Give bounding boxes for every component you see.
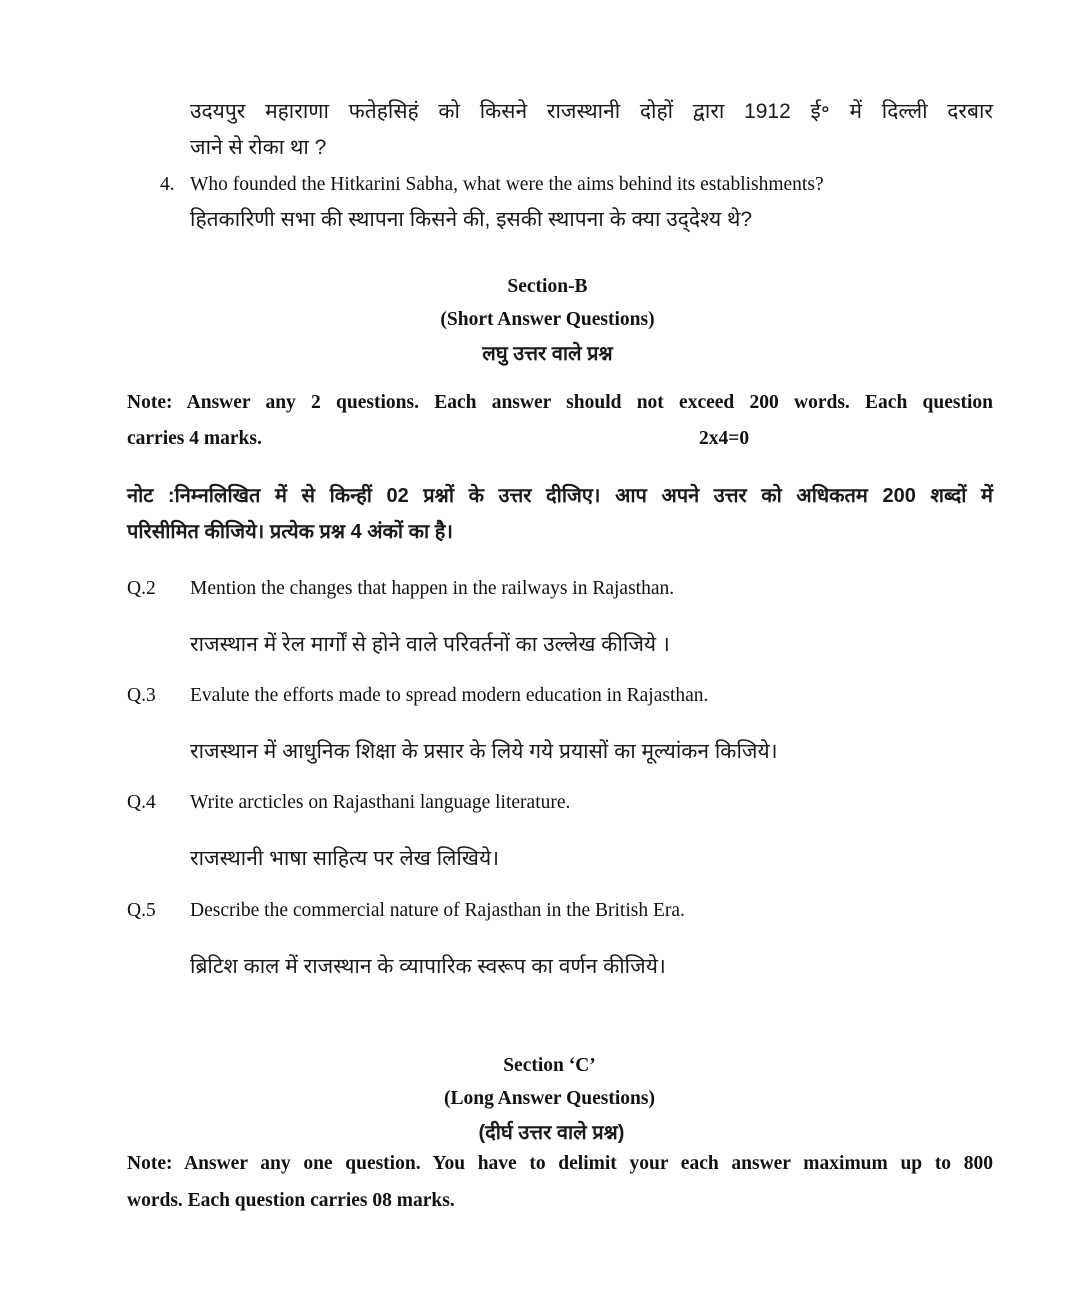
question-hindi: राजस्थानी भाषा साहित्य पर लेख लिखिये। [190,847,500,870]
section-b-subtitle-hindi: लघु उत्तर वाले प्रश्न [482,343,613,365]
section-b-subtitle: (Short Answer Questions) [440,309,655,330]
section-c-note-line2: words. Each question carries 08 marks. [127,1190,455,1211]
question-hindi: राजस्थान में रेल मार्गों से होने वाले परिवर्तनों का उल्लेख कीजिये । [190,633,670,656]
question-hindi: ब्रिटिश काल में राजस्थान के व्यापारिक स्वरूप का वर्णन कीजिये। [190,955,666,978]
section-b-note-line1: Note: Answer any 2 questions. Each answer should not exceed 200 words. Each question [127,392,993,413]
section-c-title: Section ‘C’ [503,1055,596,1076]
question-english: Mention the changes that happen in the railways in Rajasthan. [190,578,675,599]
section-b-note-hindi-line2: परिसीमित कीजिये। प्रत्येक प्रश्न 4 अंकों का है। [127,521,453,543]
question-number: 4. [160,174,175,195]
section-c-subtitle: (Long Answer Questions) [444,1088,655,1109]
section-c-note-line1: Note: Answer any one question. You have to delimit your each answer maximum up to 800 [127,1153,993,1174]
question-hindi: हितकारिणी सभा की स्थापना किसने की, इसकी स्थापना के क्या उद्‌देश्य थे? [190,208,753,231]
question-english: Evalute the efforts made to spread modern education in Rajasthan. [190,685,709,706]
section-b-title: Section-B [507,276,588,297]
prev-question-hindi-line1: उदयपुर महाराणा फतेहसिहं को किसने राजस्थानी दोहों द्वारा 1912 ई॰ में दिल्ली दरबार [190,100,993,123]
question-hindi: राजस्थान में आधुनिक शिक्षा के प्रसार के लिये गये प्रयासों का मूल्यांकन किजिये। [190,740,778,763]
question-english: Write arcticles on Rajasthani language literature. [190,792,571,813]
section-b-note-line2: carries 4 marks. [127,428,262,449]
question-english: Describe the commercial nature of Rajasthan in the British Era. [190,900,685,921]
question-english: Who founded the Hitkarini Sabha, what were the aims behind its establishments? [190,174,824,195]
section-b-note-hindi-line1: नोट :निम्नलिखित में से किन्हीं 02 प्रश्नों के उत्तर दीजिए। आप अपने उत्तर को अधिकतम 200 शब्दों में [127,485,993,507]
question-number: Q.2 [127,578,156,599]
section-b-marks: 2x4=0 [699,428,750,449]
question-number: Q.4 [127,792,156,813]
question-number: Q.5 [127,900,156,921]
section-c-subtitle-hindi: (दीर्घ उत्तर वाले प्रश्न) [478,1122,625,1144]
question-number: Q.3 [127,685,156,706]
prev-question-hindi-line2: जाने से रोका था ? [190,136,327,159]
